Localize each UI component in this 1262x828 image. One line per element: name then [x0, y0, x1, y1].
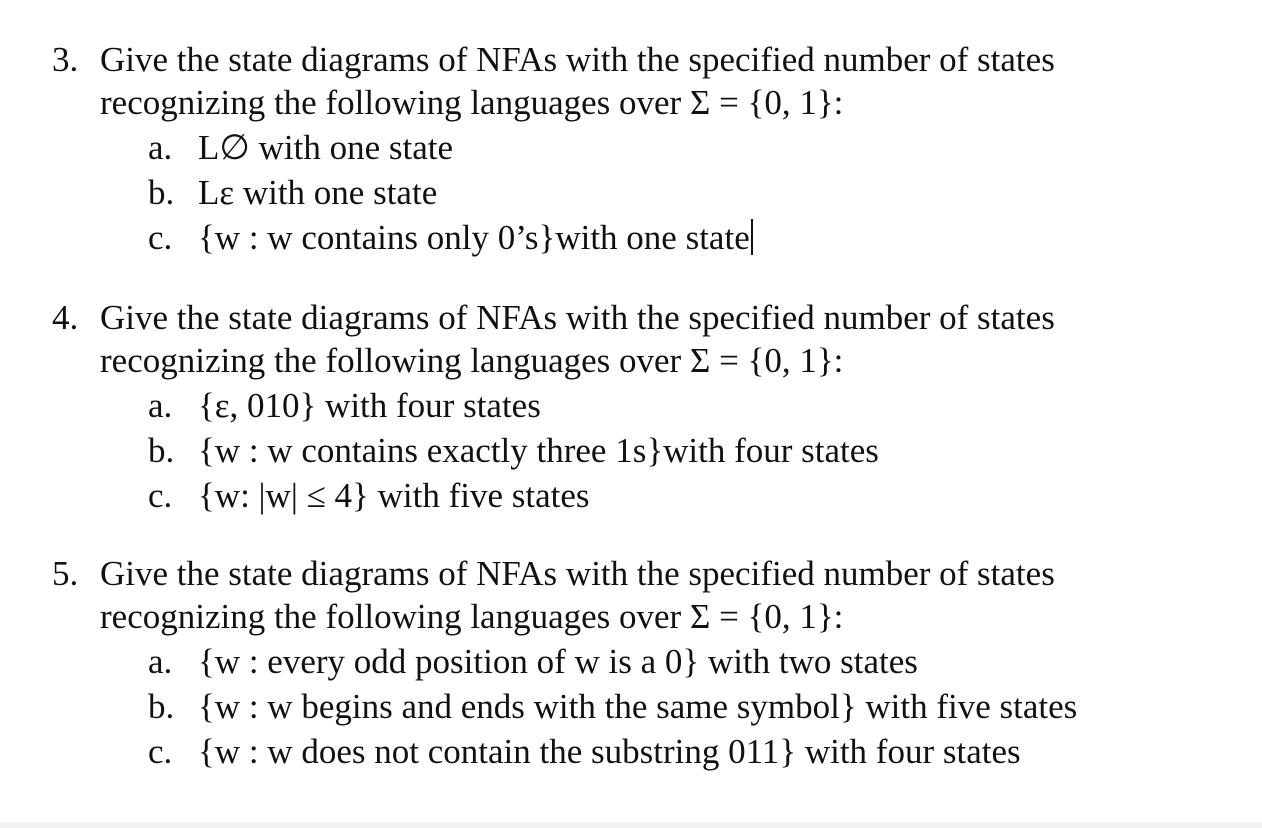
- text-cursor: [751, 219, 753, 255]
- page-bottom-edge: [0, 822, 1262, 828]
- problem-4-item-c-text: {w: |w| ≤ 4} with five states: [198, 476, 590, 515]
- problem-3-item-b: [52, 171, 1202, 214]
- problem-5-item-b: [52, 685, 1202, 728]
- problem-4-item-a-text: {ε, 010} with four states: [198, 386, 541, 425]
- problem-3-item-c-letter: c.: [148, 218, 173, 257]
- problem-5-item-b-letter: b.: [148, 687, 175, 726]
- problem-5-item-b-text: {w : w begins and ends with the same symbol} with five states: [198, 687, 1078, 726]
- problem-5-item-a-text: {w : every odd position of w is a 0} with two states: [198, 642, 918, 681]
- problem-4-intro-line-1: [52, 296, 1202, 339]
- problem-5-item-a: [52, 640, 1202, 683]
- problem-3-item-b-letter: b.: [148, 173, 175, 212]
- problem-3-item-b-text: Lε with one state: [198, 173, 438, 212]
- problem-4-item-b: [52, 429, 1202, 472]
- problem-4-item-a-letter: a.: [148, 386, 173, 425]
- problem-5: [52, 552, 1202, 773]
- problem-4-item-c: [52, 474, 1202, 517]
- problem-3-item-c-text[interactable]: {w : w contains only 0’s}with one state: [198, 218, 750, 257]
- problem-3-item-a: [52, 126, 1202, 169]
- problem-4-intro-text-1: Give the state diagrams of NFAs with the specified number of states: [100, 298, 1055, 337]
- problem-4-item-c-letter: c.: [148, 476, 173, 515]
- problem-3-intro-text-1: Give the state diagrams of NFAs with the specified number of states: [100, 40, 1055, 79]
- problem-3-number: 3.: [52, 40, 79, 79]
- problem-4-number: 4.: [52, 298, 79, 337]
- problem-5-item-c-letter: c.: [148, 732, 173, 771]
- problem-4-item-a: [52, 384, 1202, 427]
- problem-3: [52, 38, 1202, 259]
- problem-4-intro-line-2: recognizing the following languages over Σ = {0, 1}:: [100, 341, 844, 380]
- problem-5-item-c: [52, 730, 1202, 773]
- problem-3-intro-line-1: [52, 38, 1202, 81]
- problem-3-item-a-text: L∅ with one state: [198, 128, 454, 167]
- problem-5-intro-line-2: recognizing the following languages over Σ = {0, 1}:: [100, 597, 844, 636]
- problem-5-intro-text-1: Give the state diagrams of NFAs with the specified number of states: [100, 554, 1055, 593]
- problem-5-item-c-text: {w : w does not contain the substring 011} with four states: [198, 732, 1021, 771]
- problem-5-intro-line-1: [52, 552, 1202, 595]
- problem-4: [52, 296, 1202, 517]
- problem-5-item-a-letter: a.: [148, 642, 173, 681]
- problem-3-intro-line-2: recognizing the following languages over Σ = {0, 1}:: [100, 83, 844, 122]
- problem-4-item-b-letter: b.: [148, 431, 175, 470]
- problem-5-number: 5.: [52, 554, 79, 593]
- problem-3-item-a-letter: a.: [148, 128, 173, 167]
- problem-4-item-b-text: {w : w contains exactly three 1s}with four states: [198, 431, 879, 470]
- problem-3-item-c[interactable]: [52, 216, 1202, 259]
